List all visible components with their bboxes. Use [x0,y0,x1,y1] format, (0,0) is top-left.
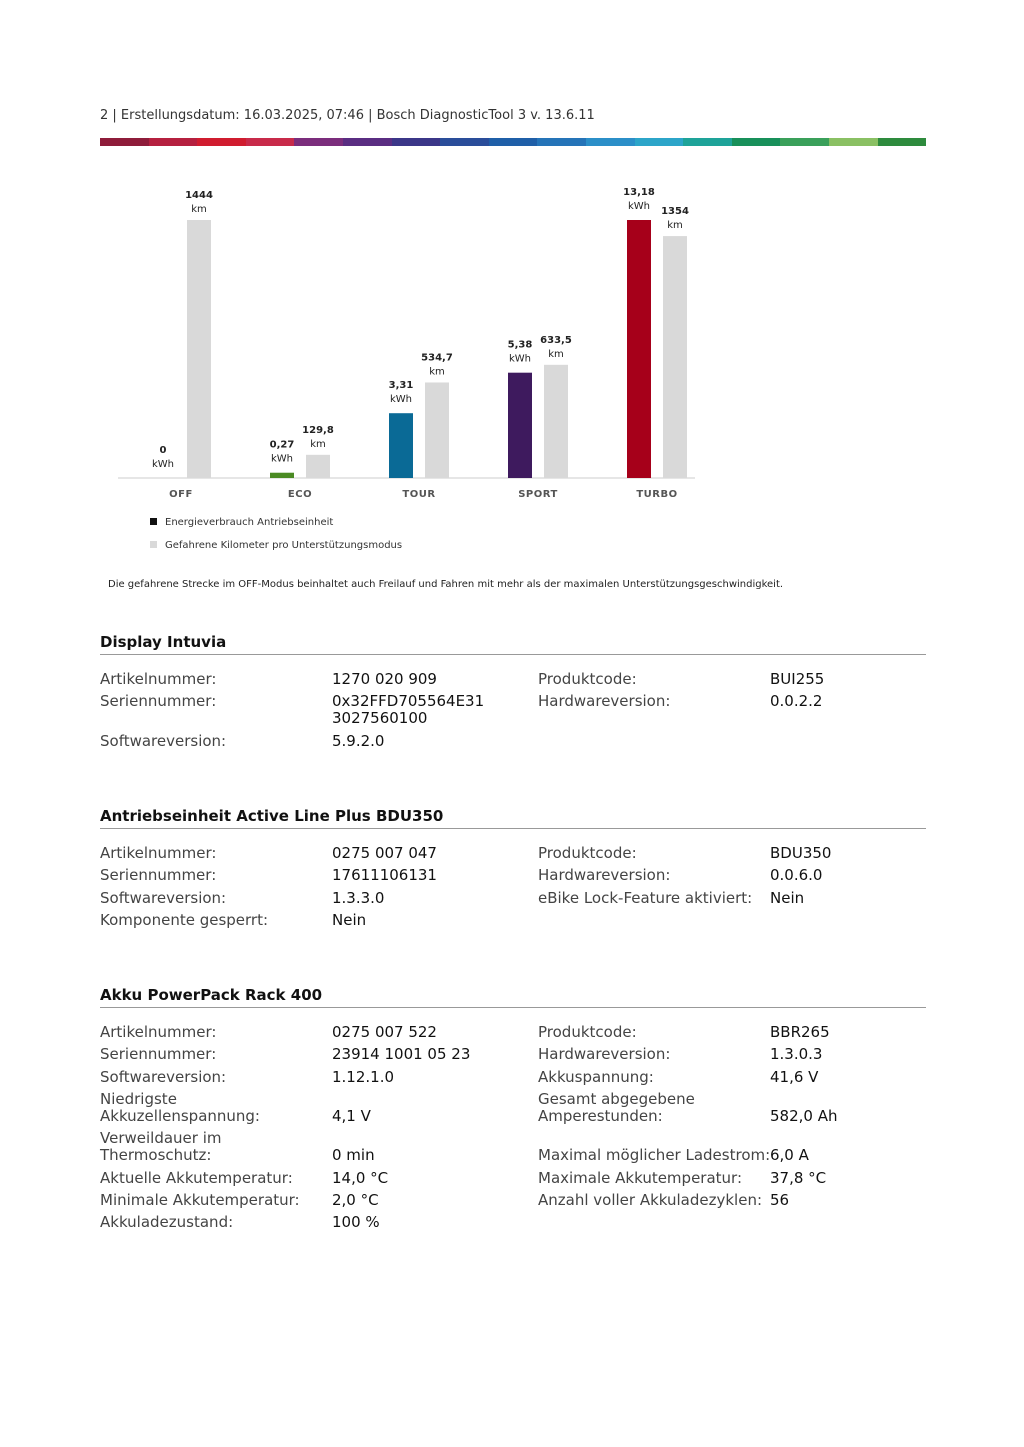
distance-bar-off [187,220,211,478]
color-bar-segment [392,138,441,146]
brand-color-bar [100,138,926,146]
field-label-drive: Softwareversion: [100,888,227,907]
color-bar-segment [149,138,198,146]
distance-unit-sport: km [548,348,564,360]
field-value-battery: 4,1 V [332,1106,371,1125]
field-value-battery: 100 % [332,1213,380,1232]
energy-value-turbo: 13,18 [623,187,655,198]
field-value-battery: 23914 1001 05 23 [332,1045,471,1064]
field-value-battery: 37,8 °C [770,1168,827,1187]
distance-unit-eco: km [310,438,326,450]
field-label-battery: Akkuspannung: [538,1067,654,1086]
energy-value-off: 0 [159,445,167,456]
field-label-battery: Maximale Akkutemperatur: [538,1168,743,1187]
field-label-battery: Maximal möglicher Ladestrom: [538,1146,771,1165]
distance-bar-turbo [663,236,687,478]
field-label-display: Produktcode: [538,670,637,688]
field-value-drive: 0275 007 047 [332,844,437,862]
color-bar-segment [732,138,781,146]
distance-unit-turbo: km [667,220,683,232]
field-label-battery: Niedrigste Akkuzellenspannung: [100,1089,260,1125]
energy-unit-tour: kWh [389,394,413,406]
field-label-drive: Seriennummer: [100,866,217,885]
color-bar-segment [780,138,829,146]
field-value-display: BUI255 [770,670,825,688]
field-label-battery: Seriennummer: [100,1045,217,1064]
field-value-battery: 14,0 °C [332,1168,389,1187]
energy-value-eco: 0,27 [269,439,295,451]
color-bar-segment [537,138,586,146]
energy-unit-turbo: kWh [627,201,651,212]
energy-bar-eco [270,473,294,478]
field-value-battery: 6,0 A [770,1146,809,1165]
category-label-sport: SPORT [518,489,558,500]
field-value-display: 5.9.2.0 [332,731,385,750]
legend-energy-swatch [150,518,157,525]
section-drive-unit [100,807,926,929]
field-value-battery: 1.3.0.3 [770,1045,823,1064]
color-bar-segment [440,138,489,146]
field-value-battery: 41,6 V [770,1067,819,1086]
field-label-battery: Anzahl voller Akkuladezyklen: [538,1190,763,1209]
section-display [100,633,926,750]
color-bar-segment [246,138,295,146]
category-label-turbo: TURBO [636,489,678,500]
field-value-display: 0x32FFD705564E31 3027560100 [332,692,485,728]
field-value-battery: 1.12.1.0 [332,1067,395,1086]
color-bar-segment [878,138,927,146]
distance-bar-eco [306,455,330,478]
field-value-battery: BBR265 [770,1023,830,1041]
field-label-drive: Komponente gesperrt: [100,910,269,929]
section-drive-title: Antriebseinheit Active Line Plus BDU350 [100,807,926,829]
energy-unit-eco: kWh [270,453,294,465]
field-label-battery: Akkuladezustand: [100,1213,234,1232]
legend-energy-label: Energieverbrauch Antriebseinheit [165,517,334,528]
field-label-battery: Aktuelle Akkutemperatur: [100,1168,293,1187]
energy-distance-chart [100,180,720,510]
chart-footnote: Die gefahrene Strecke im OFF-Modus beinhaltet auch Freilauf und Fahren mit mehr als der maximalen Unterstützungsgeschwindigkeit. [108,579,784,590]
energy-unit-sport: kWh [508,353,532,365]
distance-value-tour: 534,7 [421,352,453,364]
field-value-display: 1270 020 909 [332,670,437,688]
distance-bar-tour [425,382,449,478]
field-label-display: Artikelnummer: [100,670,217,688]
legend-energy [150,517,333,528]
field-value-battery: 0275 007 522 [332,1023,437,1041]
color-bar-segment [294,138,343,146]
field-value-drive: 17611106131 [332,866,437,885]
category-label-tour: TOUR [402,489,436,500]
color-bar-segment [489,138,538,146]
category-label-off: OFF [169,489,193,500]
legend-distance-label: Gefahrene Kilometer pro Unterstützungsmodus [165,540,403,551]
field-value-drive: 0.0.6.0 [770,866,823,885]
field-value-drive: Nein [332,910,367,929]
color-bar-segment [635,138,684,146]
field-label-display: Seriennummer: [100,692,217,711]
legend-distance-swatch [150,541,157,548]
field-label-drive: Produktcode: [538,844,637,862]
energy-unit-off: kWh [151,459,175,470]
field-label-battery: Artikelnummer: [100,1023,217,1041]
field-label-display: Hardwareversion: [538,692,671,711]
legend-distance [150,540,402,551]
distance-value-eco: 129,8 [302,424,334,436]
energy-bar-tour [389,413,413,478]
energy-bar-turbo [627,220,651,478]
field-value-display: 0.0.2.2 [770,692,823,711]
field-label-drive: eBike Lock-Feature aktiviert: [538,888,753,907]
color-bar-segment [343,138,392,146]
energy-value-sport: 5,38 [507,339,533,351]
color-bar-segment [100,138,149,146]
section-battery [100,986,926,1232]
field-value-drive: BDU350 [770,844,832,862]
energy-bar-sport [508,373,532,478]
color-bar-segment [683,138,732,146]
field-value-battery: 0 min [332,1146,375,1165]
field-label-battery: Softwareversion: [100,1067,227,1086]
report-header: 2 | Erstellungsdatum: 16.03.2025, 07:46 | Bosch DiagnosticTool 3 v. 13.6.11 [100,108,595,123]
distance-value-turbo: 1354 [661,206,689,218]
energy-value-tour: 3,31 [388,380,414,392]
distance-unit-off: km [191,204,207,215]
field-value-battery: 582,0 Ah [770,1106,838,1125]
field-label-battery: Minimale Akkutemperatur: [100,1190,300,1209]
field-label-display: Softwareversion: [100,731,227,750]
distance-unit-tour: km [429,366,445,378]
color-bar-segment [829,138,878,146]
color-bar-segment [586,138,635,146]
field-value-battery: 2,0 °C [332,1190,379,1209]
field-label-drive: Hardwareversion: [538,866,671,885]
field-value-drive: Nein [770,888,805,907]
field-label-battery: Produktcode: [538,1023,637,1041]
field-label-battery: Gesamt abgegebene Amperestunden: [538,1089,695,1125]
section-battery-title: Akku PowerPack Rack 400 [100,986,926,1008]
field-label-drive: Artikelnummer: [100,844,217,862]
distance-bar-sport [544,365,568,478]
color-bar-segment [197,138,246,146]
category-label-eco: ECO [287,489,313,500]
field-value-drive: 1.3.3.0 [332,888,385,907]
field-label-battery: Verweildauer im Thermoschutz: [100,1129,222,1165]
distance-value-off: 1444 [185,190,213,201]
field-value-battery: 56 [770,1190,790,1209]
distance-value-sport: 633,5 [540,334,572,346]
section-display-title: Display Intuvia [100,633,926,655]
field-label-battery: Hardwareversion: [538,1045,671,1064]
